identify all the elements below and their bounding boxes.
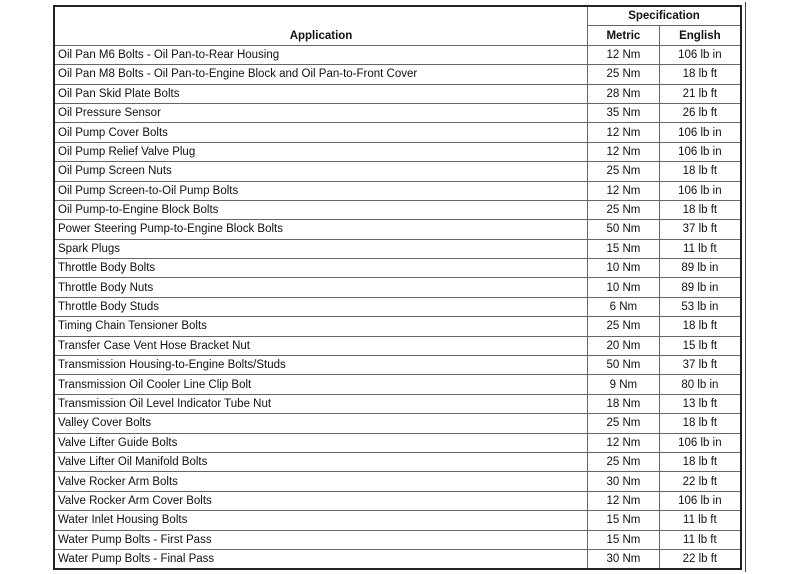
cell-english: 15 lb ft: [659, 336, 741, 355]
table-row: [54, 414, 741, 433]
cell-metric: 50 Nm: [588, 220, 660, 239]
cell-application: Oil Pump Cover Bolts: [54, 123, 588, 142]
cell-application: Water Pump Bolts - Final Pass: [54, 549, 588, 569]
cell-metric: 25 Nm: [588, 452, 660, 471]
cell-metric: 12 Nm: [588, 433, 660, 452]
cell-english: 26 lb ft: [659, 103, 741, 122]
cell-english: 18 lb ft: [659, 414, 741, 433]
cell-application: Water Inlet Housing Bolts: [54, 511, 588, 530]
cell-metric: 6 Nm: [588, 297, 660, 316]
table-row: [54, 356, 741, 375]
cell-application: Valve Lifter Oil Manifold Bolts: [54, 452, 588, 471]
cell-metric: 25 Nm: [588, 65, 660, 84]
cell-english: 37 lb ft: [659, 356, 741, 375]
cell-metric: 12 Nm: [588, 491, 660, 510]
cell-english: 21 lb ft: [659, 84, 741, 103]
table-row: [54, 142, 741, 161]
cell-metric: 18 Nm: [588, 394, 660, 413]
page-edge-line: [745, 2, 746, 572]
cell-application: Power Steering Pump-to-Engine Block Bolts: [54, 220, 588, 239]
cell-metric: 15 Nm: [588, 511, 660, 530]
cell-english: 18 lb ft: [659, 65, 741, 84]
cell-english: 80 lb in: [659, 375, 741, 394]
header-metric: Metric: [588, 26, 660, 45]
cell-application: Throttle Body Bolts: [54, 259, 588, 278]
cell-metric: 30 Nm: [588, 549, 660, 569]
table-row: [54, 297, 741, 316]
cell-application: Oil Pump Relief Valve Plug: [54, 142, 588, 161]
table-row: [54, 103, 741, 122]
cell-metric: 15 Nm: [588, 239, 660, 258]
cell-application: Valve Lifter Guide Bolts: [54, 433, 588, 452]
table-row: [54, 472, 741, 491]
cell-application: Oil Pump Screen-to-Oil Pump Bolts: [54, 181, 588, 200]
cell-metric: 9 Nm: [588, 375, 660, 394]
cell-english: 22 lb ft: [659, 549, 741, 569]
table-row: [54, 84, 741, 103]
cell-application: Oil Pan Skid Plate Bolts: [54, 84, 588, 103]
cell-metric: 25 Nm: [588, 414, 660, 433]
cell-metric: 12 Nm: [588, 123, 660, 142]
table-row: [54, 220, 741, 239]
cell-english: 22 lb ft: [659, 472, 741, 491]
cell-metric: 25 Nm: [588, 162, 660, 181]
cell-metric: 25 Nm: [588, 200, 660, 219]
table-row: [54, 452, 741, 471]
cell-metric: 20 Nm: [588, 336, 660, 355]
cell-application: Transfer Case Vent Hose Bracket Nut: [54, 336, 588, 355]
cell-application: Throttle Body Studs: [54, 297, 588, 316]
cell-english: 11 lb ft: [659, 530, 741, 549]
cell-application: Valve Rocker Arm Bolts: [54, 472, 588, 491]
cell-metric: 12 Nm: [588, 45, 660, 64]
cell-english: 106 lb in: [659, 181, 741, 200]
cell-application: Oil Pump-to-Engine Block Bolts: [54, 200, 588, 219]
cell-english: 11 lb ft: [659, 511, 741, 530]
table-row: [54, 259, 741, 278]
cell-application: Transmission Oil Level Indicator Tube Nut: [54, 394, 588, 413]
table-row: [54, 200, 741, 219]
cell-metric: 35 Nm: [588, 103, 660, 122]
table-row: [54, 65, 741, 84]
cell-english: 18 lb ft: [659, 162, 741, 181]
header-specification: Specification: [588, 6, 741, 26]
cell-application: Throttle Body Nuts: [54, 278, 588, 297]
cell-metric: 12 Nm: [588, 181, 660, 200]
cell-application: Transmission Housing-to-Engine Bolts/Studs: [54, 356, 588, 375]
cell-application: Timing Chain Tensioner Bolts: [54, 317, 588, 336]
cell-application: Oil Pan M8 Bolts - Oil Pan-to-Engine Block and Oil Pan-to-Front Cover: [54, 65, 588, 84]
cell-english: 106 lb in: [659, 491, 741, 510]
cell-application: Oil Pressure Sensor: [54, 103, 588, 122]
table-row: [54, 239, 741, 258]
table-row: [54, 317, 741, 336]
cell-english: 106 lb in: [659, 123, 741, 142]
table-row: [54, 549, 741, 569]
cell-metric: 50 Nm: [588, 356, 660, 375]
table-row: [54, 162, 741, 181]
cell-application: Valley Cover Bolts: [54, 414, 588, 433]
table-row: [54, 45, 741, 64]
table-row: [54, 278, 741, 297]
cell-application: Water Pump Bolts - First Pass: [54, 530, 588, 549]
table-row: [54, 336, 741, 355]
cell-application: Valve Rocker Arm Cover Bolts: [54, 491, 588, 510]
cell-application: Transmission Oil Cooler Line Clip Bolt: [54, 375, 588, 394]
table-row: [54, 511, 741, 530]
header-english: English: [659, 26, 741, 45]
cell-english: 18 lb ft: [659, 452, 741, 471]
torque-spec-table: [53, 5, 742, 570]
cell-metric: 10 Nm: [588, 278, 660, 297]
cell-english: 37 lb ft: [659, 220, 741, 239]
cell-english: 18 lb ft: [659, 317, 741, 336]
cell-english: 13 lb ft: [659, 394, 741, 413]
table-row: [54, 181, 741, 200]
cell-metric: 28 Nm: [588, 84, 660, 103]
cell-english: 18 lb ft: [659, 200, 741, 219]
table-row: [54, 394, 741, 413]
cell-metric: 10 Nm: [588, 259, 660, 278]
table-row: [54, 491, 741, 510]
cell-application: Oil Pump Screen Nuts: [54, 162, 588, 181]
cell-english: 53 lb in: [659, 297, 741, 316]
cell-metric: 12 Nm: [588, 142, 660, 161]
cell-metric: 15 Nm: [588, 530, 660, 549]
table-row: [54, 375, 741, 394]
cell-english: 89 lb in: [659, 278, 741, 297]
header-application: Application: [54, 6, 588, 45]
table-row: [54, 433, 741, 452]
cell-application: Spark Plugs: [54, 239, 588, 258]
cell-application: Oil Pan M6 Bolts - Oil Pan-to-Rear Housing: [54, 45, 588, 64]
table-row: [54, 123, 741, 142]
cell-english: 106 lb in: [659, 433, 741, 452]
cell-english: 106 lb in: [659, 45, 741, 64]
cell-english: 106 lb in: [659, 142, 741, 161]
table-row: [54, 530, 741, 549]
cell-metric: 25 Nm: [588, 317, 660, 336]
cell-metric: 30 Nm: [588, 472, 660, 491]
cell-english: 11 lb ft: [659, 239, 741, 258]
cell-english: 89 lb in: [659, 259, 741, 278]
